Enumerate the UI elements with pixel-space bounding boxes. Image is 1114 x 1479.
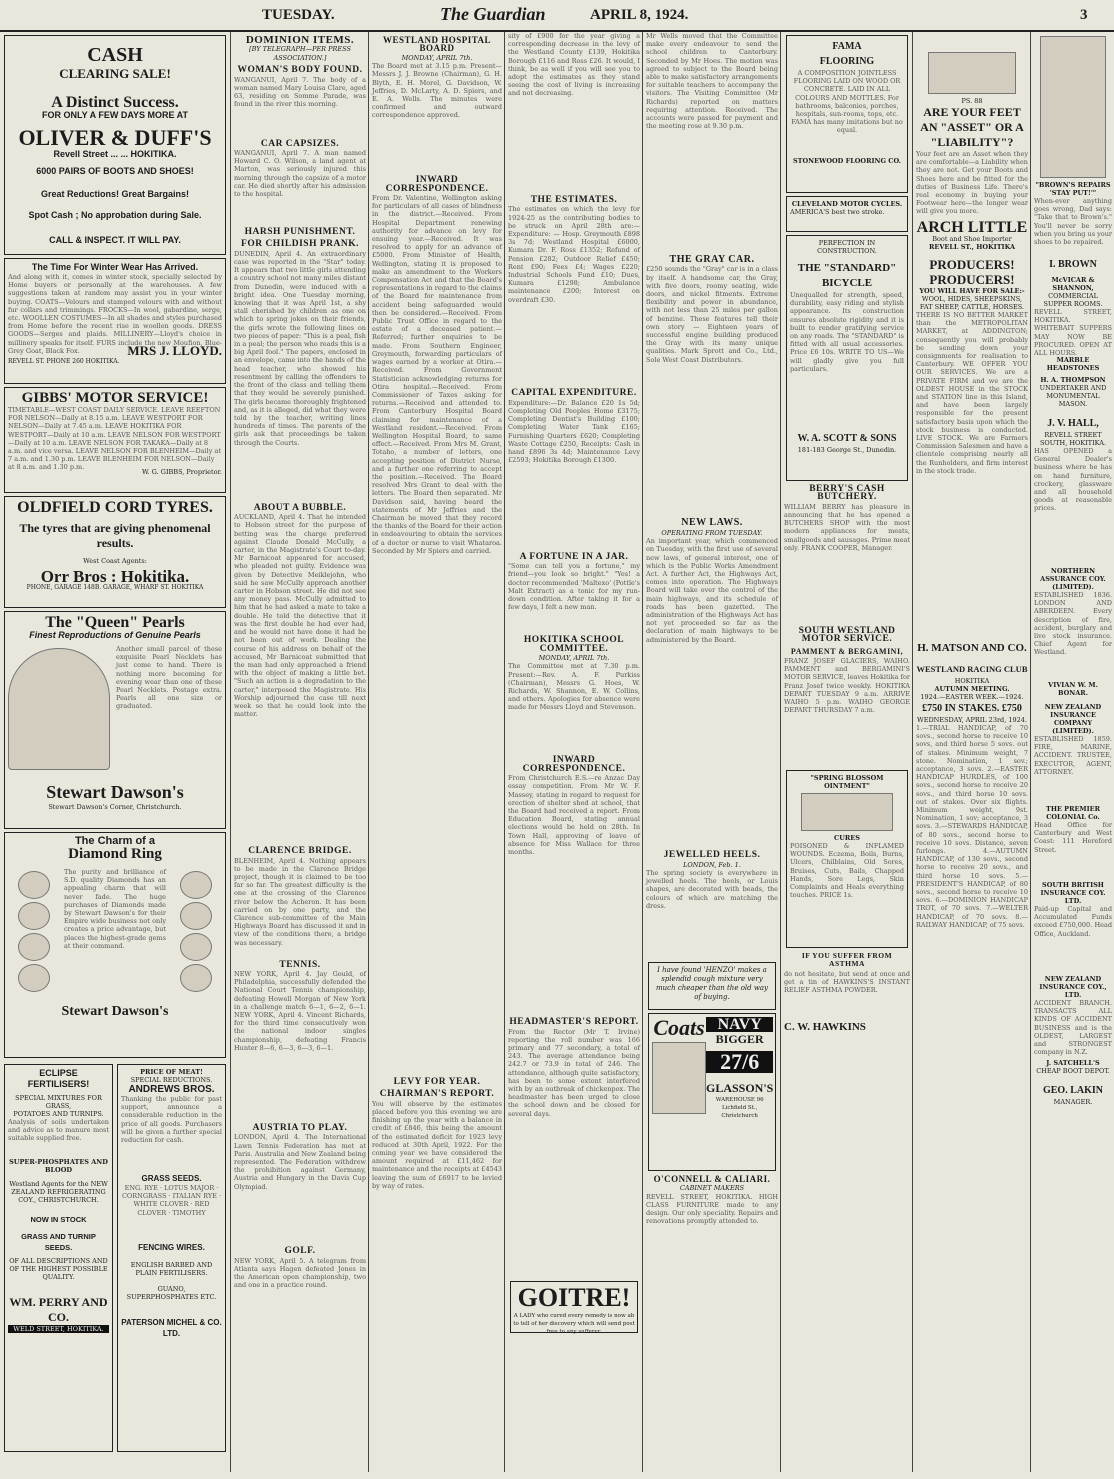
eclipse-heading: ECLIPSE FERTILISERS! [27, 1068, 90, 1089]
racing-wednesday: WEDNESDAY, APRIL 23rd, 1924. [917, 716, 1027, 724]
ring-illustration [180, 902, 212, 930]
hospital-body: From Dr. Valentine, Wellington asking for particulars of all cases of blindness in the district.—Received. From Hospital Department renewing authority for advance on levy for ensuing year.—Received. It was resolved to apply for an advance of £5000. From Minister of Health, Wellington, stating it is proposed to make an amendment to the Workers Compensation Act and that the Board's representations in regard to the claims of the Board for maintenance from accident being safeguarded would then be considered.—Received. From Public Trust Office in regard to the estate of a deceased patient.—Referred; further enquiries to be made. From Southern Engineer, Greymouth, forwarding particulars of wages earned by a worker at Otira.—Received. From Government Statistician acknowledging returns for Otira hospital.—Received. From Commissioner of Taxes asking for returns.—Received and attended to. From Canterbury Hospital Board claiming for maintenance of a Westland resident.—Received. From Wellington Hospital Board, to same effect.—Received. From Mrs M. Grant, Totaho, a number of letters, one accepting position of District Nurse, and a further one referring to accept the position.—Received. The Board resolved Mrs Grant to deal with the letters. The Board then separated. Mr Davidson said, having heard the statements of Mr Jeffries and the Chairman he moved that they record the thanks of the Board for their action in endeavouring to obtain the services of a doctor or nurse to visit Whataroa. Seconded by Mr Spiers and carried. [372, 194, 502, 555]
store-name: OLIVER & DUFF'S [18, 125, 212, 150]
rings-right [170, 868, 222, 998]
school-inward-text: From Christchurch E.S.—re Anzac Day essay competition. From Mr W. F. Massey, stating in regard to request for erection of shelter shed at school, that the Board had received a report. From Education Board, stating annual elections would be held on 28th. In Town Hall, approving of leave of absence for Miss Wallace for three months. [508, 774, 640, 857]
committee-text: Mr Wells moved that the Committee make every endeavour to send the school children to Canterbury. Seconded by Mr Hoes. The motion was agreed to subject to the Board being able to make satisfactory arrangements for suitable teachers to accompany the visitors. The Visiting Committee (Mr Richards) reported on matters requiring attention. Received. The accounts were passed for payment and the meeting rose at 9.30 p.m. [646, 32, 778, 131]
column-rule [230, 32, 231, 1472]
cash-heading: CASH [87, 44, 143, 66]
coat-illustration [652, 1042, 706, 1114]
gibbs-heading: GIBBS' MOTOR SERVICE! [21, 390, 209, 406]
hospital-intro: The Board met at 3.15 p.m. Present—Messrs J. J. Browne (Chairman), G. H. Blyth, E. H. Morel, G. Davidson, W. Jeffries, D. McLarty, A. D. Spiers, and E. A. Wells. The minutes were confirmed and outward correspondence approved. [372, 62, 502, 120]
hall-name: J. V. HALL, [1047, 418, 1099, 429]
coats-heading: Coats [653, 1015, 705, 1041]
fama-ad [786, 35, 908, 193]
nz-insurance-heading: NEW ZEALAND INSURANCE COMPANY (LIMITED). [1044, 703, 1102, 735]
diamond-heading: Diamond Ring [68, 846, 162, 862]
queen-body: Another small parcel of these exquisite Pearl Necklets has just come to hand. There is nothing more becoming for evening wear than one of these Pearl Necklets. Postage extra. Pearls all one size or graduated. [116, 645, 222, 711]
capital-text: Expenditure:—Dr. Balance £20 1s 5d; Completing Old Peoples Home £3175; Completing Dentist's Building £100; Completing Water Tank £165; Furnishing Quarters £620; Completing Waste Cottage £250, Receipts: Cash in hand £896 3s 4d; Maintenance Levy £2593; Hokitika Borough £1300. [508, 398, 640, 465]
standard-body: Unequalled for strength, speed, durability, easy riding and stylish appearance. Its construction ensures absolute rigidity and it is built to render gratifying service on any roads. The "STANDARD" is fitted with all usual accessories. Price £6 10s. WRITE TO US—We will gladly give you full particulars. [790, 291, 904, 373]
new-laws-heading: NEW LAWS. [681, 517, 743, 529]
spot-text: Spot Cash ; No approbation during Sale. [28, 210, 202, 220]
prank-heading: FOR CHILDISH PRANK. [241, 239, 359, 250]
dominion-heading: DOMINION ITEMS. [245, 34, 355, 46]
womans-body-heading: WOMAN'S BODY FOUND. [237, 65, 363, 76]
marble-heading: MARBLE HEADSTONES [1046, 356, 1100, 372]
standard-heading: THE "STANDARD" [797, 262, 897, 274]
lakin-name: GEO. LAKIN [1042, 1085, 1103, 1096]
clearing-heading: CLEARING SALE! [59, 66, 171, 81]
producers-sub: YOU WILL HAVE FOR SALE:- [919, 287, 1025, 295]
gibbs-ad [4, 387, 226, 493]
undertaker-text: UNDERTAKER AND MONUMENTAL MASON. [1039, 384, 1107, 408]
racing-town: HOKITIKA [954, 677, 990, 685]
queen-sub: Finest Reproductions of Genuine Pearls [29, 630, 201, 640]
blossom-body: POISONED & INFLAMED WOUNDS. Eczema, Boils, Burns, Ulcers, Chilblains, Old Sores, Bruises, Cuts, Bails, Chapped Hands, Sore Legs, Skin Complaints and Heals everything touches. PRICE 1s. [790, 842, 904, 900]
column-rule [504, 32, 505, 1472]
column-6 [784, 32, 910, 1472]
stewart-heading: Stewart Dawson's [46, 782, 184, 802]
eclipse-ad [4, 1064, 113, 1452]
racing-heading: WESTLAND RACING CLUB [916, 664, 1028, 674]
asthma-heading: IF YOU SUFFER FROM ASTHMA [801, 951, 893, 969]
berry-heading: BERRY'S CASH BUTCHERY. [809, 484, 885, 503]
fama-body: A COMPOSITION JOINTLESS FLOORING LAID ON WOOD OR CONCRETE. LAID IN ALL COLOURS AND MOTTLES. For bathrooms, balconies, porches, hospitals, sun-rooms, tops, etc. FAMA has many imitations but no equal. [791, 69, 903, 135]
lloyd-body: And along with it, comes in winter stock, specially selected by Home buyers or personally at the warehouses. A few suggestions taken at random may assist you in your winter buying. COATS—Velours and stamped velours with and without fur collars and trimmings. FROCKS—In wool, gabardine, serge, etc. WOOLLEN COSTUMES—In all shades and styles purchased from Home before the recent rise in woollen goods. DRESS GOODS—Serges and plaids. MILLINERY—Lloyd's choice in millinery speaks for itself. FURS include the new Moufion, Blue-Grey Goat, Black Fox. [8, 273, 222, 355]
meat-special: SPECIAL REDUCTIONS. [130, 1076, 213, 1084]
henzo-ad [648, 962, 776, 1010]
column-5 [646, 32, 778, 1472]
school-report-text: From the Rector (Mr T. Irvine) reporting the roll number was 166 primary and 77 secondary, a total of 243. The average attendance being 242.7 or 73.9 in total of 246. The attendance, although quite satisfactory, has been to some extent interfered with by an outbreak of chickenpox. The headmaster has been urged to close the school down and be closed for several days. [508, 1027, 640, 1118]
lloyd-address: REVELL ST. PHONE 260 HOKITIKA. [8, 358, 120, 365]
column-rule [912, 32, 913, 1472]
grass-list: ENG. RYE · LOTUS MAJOR · CORNGRASS · ITALIAN RYE · WHITE CLOVER · RED CLOVER · TIMOTHY [121, 1184, 222, 1217]
gray-car-heading: THE GRAY CAR. [669, 254, 755, 265]
supper-rooms: COMMERCIAL SUPPER ROOMS. [1043, 292, 1103, 308]
producers-heading: PRODUCERS! PRODUCERS! [929, 257, 1015, 287]
satchell-sub: CHEAP BOOT DEPOT. [1036, 1067, 1110, 1075]
asthma-text: do not hesitate, but send at once and get a tin of HAWKINS'S INSTANT RELIEF ASTHMA POWDER. [784, 969, 910, 995]
winter-heading: The Time For Winter Wear Has Arrived. [31, 262, 199, 272]
south-british-text: Paid-up Capital and Accumulated Funds exceed £750,000. Head Office, Auckland. [1034, 905, 1112, 938]
hospital-date: MONDAY, APRIL 7th. [401, 53, 473, 62]
blossom-jar-illustration [801, 793, 893, 831]
guano-text: GUANO, SUPERPHOSPHATES ETC. [126, 1285, 217, 1301]
column-8 [1034, 32, 1112, 1472]
school-heading: HOKITIKA SCHOOL COMMITTEE. [523, 635, 625, 654]
oconnell-sub: CABINET MAKERS [679, 1184, 745, 1193]
jewelled-heading: JEWELLED HEELS. [663, 850, 761, 861]
supper-text: REVELL STREET, HOKITIKA. WHITEBAIT SUPPERS MAY NOW BE PROCURED. OPEN AT ALL HOURS. [1034, 308, 1112, 358]
only-text: FOR ONLY A FEW DAYS MORE AT [41, 110, 188, 120]
glasson-ad [648, 1013, 776, 1171]
column-rule [780, 32, 781, 1472]
standard-ad [786, 235, 908, 481]
satchell-name: J. SATCHELL'S [1046, 1059, 1100, 1067]
capital-heading: CAPITAL EXPENDITURE. [511, 388, 637, 399]
lloyd-ad [4, 258, 226, 384]
producers-wool: WOOL, HIDES, SHEEPSKINS, FAT SHEEP, CATTLE, HORSES. [919, 295, 1025, 311]
store-street: Revell Street ... ... HOKITIKA. [53, 149, 177, 159]
fama-heading: FAMA [832, 41, 862, 52]
eclipse-body: Analysis of soils undertaken and advice as to manure most suitable supplied free. [8, 1118, 109, 1143]
oconnell-heading: O'CONNELL & CALIARI. [653, 1174, 771, 1185]
orr-address: PHONE, GARAGE 148B. GARAGE, WHARF ST. HOKITIKA [26, 584, 204, 591]
success-heading: A Distinct Success. [51, 94, 179, 111]
charm-text: The Charm of a [74, 835, 156, 847]
estimates-text: The estimates on which the levy for 1924-25 as the contributing bodies to be struck on April 28th are:— Expenditure: — Hosp. Greymouth £898 3s 7d; Westland Hospital £6000, Kumara Dr. F. Ross £1352; Refund of Pension £282; Outdoor Relief £450; Rent £90; Fees £4; Wages £220; Industrial Schools Fund £10; Dues, Kumara £1298; Ambulance maintenance £200; Interest on overdraft £30. [508, 205, 640, 304]
arch-boot: Boot and Shoe Importer [932, 235, 1012, 243]
school-intro: The Committee met at 7.30 p.m. Present:—Rev. A. F. Purkiss (Chairman), Messrs G. Hoes, W. Richards, W. Shannon, E. W. Collins, and others. Apologies for absence were made for Messrs Lloyd and Stevenson. [508, 662, 640, 712]
browns-heading: "BROWN'S REPAIRS 'STAY PUT!'" [1035, 181, 1111, 197]
brown-name: I. BROWN [1049, 259, 1097, 270]
gibbs-sign: W. G. GIBBS, Proprietor. [141, 468, 222, 476]
diamond-ring-ad [4, 832, 226, 1058]
chairman-text: You will observe by the estimates placed before you this evening we are finishing up the year with a balance in credit of £846, this being the amount of the estimated deficit for 1923 levy reduced at 30th April, 1922. For the coming year we have considered the amount required at £11,462 for maintenance and the receipts at £4543 leaving the sum of £6917 to be levied by way of rates. [372, 1099, 502, 1190]
cures-heading: CURES [834, 834, 860, 843]
matson-name: H. MATSON AND CO. [917, 642, 1027, 654]
car-text: WANGANUI, April 7. A man named Howard C. O. Wilson, a land agent at Marton, was seriously injured this morning through the capsize of a motor car. He died shortly after his admission to the hospital. [234, 149, 366, 199]
hawkins-name: C. W. HAWKINS [784, 1020, 866, 1033]
ring-illustration [18, 964, 50, 992]
oliver-duff-ad [4, 35, 226, 255]
bubble-text: AUCKLAND, April 4. That he intended to Hobson street for the purpose of betting was the charge preferred against Claude Donald McCully, a carter, in the Magistrate's Court to-day. Mr Barnicoat appeared for accused, who pleaded not guilty. Evidence was given by Detective Meiklejohn, who said he saw McCully approach another carter in Hobson street. He did not see any money pass. McCully admitted to him that he had asked a mate to take a double. He told the detective that it was the first double he had ever had, and he would not have done it had he not been out of work. Dealing the course of his address on behalf of the accused, Mr Barnicoat submitted that the man had only approached a friend with the object of making a little bet. "Such an action is a degradation to the carter," interposed the Magistrate. His Worship adjourned the case till next week so that he could look into the matter. [234, 513, 366, 719]
perry-name: WM. PERRY AND CO. [9, 1295, 108, 1324]
golf-heading: GOLF. [284, 1246, 316, 1257]
stonewood-name: STONEWOOD FLOORING CO. [792, 157, 902, 165]
pearl-necklace-illustration [8, 648, 110, 770]
stewart2-heading: Stewart Dawson's [61, 1004, 169, 1019]
arch-street: REVELL ST., HOKITIKA [928, 243, 1016, 251]
racing-stakes: £750 IN STAKES. £750 [922, 703, 1022, 714]
lloyd-name: MRS J. LLOYD. [127, 343, 222, 358]
ring-illustration [18, 933, 50, 961]
northern-heading: NORTHERN ASSURANCE COY. (LIMITED). [1040, 567, 1106, 591]
column-rule [368, 32, 369, 1472]
andrews-ad [117, 1064, 226, 1452]
golf-text: NEW YORK, April 5. A telegram from Atlanta says Hagen defeated Jones in the American open championship, two and one in a practice round. [234, 1256, 366, 1290]
pairs-text: 6000 PAIRS OF BOOTS AND SHOES! [36, 166, 194, 176]
glasson-sub: WAREHOUSE 96 Lichfield St., Christchurch [715, 1097, 764, 1120]
column-2 [234, 32, 366, 1472]
perfection-text: PERFECTION IN CONSTRUCTION. [817, 239, 877, 255]
blossom-ad [786, 770, 908, 948]
pamment-heading: PAMMENT & BERGAMINI, [790, 646, 904, 656]
eclipse-special: SPECIAL MIXTURES FOR GRASS, [15, 1094, 102, 1110]
goitre-heading: GOITRE! [517, 1282, 631, 1312]
ring-illustration [18, 871, 50, 899]
coat-price: 27/6 [706, 1051, 773, 1073]
clarence-text: BLENHEIM, April 4. Nothing appears to be made in the Clarence Bridge project, though it is claimed to be too far so far. The greatest difficulty is the one at the crossing of the Clarence river below the Acheron. It has been carried on by one party, and the Clarence sub-committee of the Main Highways Board has discussed it and in view of the conditions there, a bridge was necessary. [234, 856, 366, 947]
rings-left [8, 868, 60, 998]
hospital-inward: INWARD CORRESPONDENCE. [385, 175, 489, 194]
school-report: HEADMASTER'S REPORT. [509, 1017, 639, 1028]
flooring-heading: FLOORING [819, 56, 875, 67]
meat-price: PRICE OF MEAT! [140, 1068, 203, 1076]
austria-text: LONDON, April 4. The International Lawn Tennis Federation has met at Paris. Australia and New Zealand being represented. The Federation withdrew the prohibition against Germany, Austria and Hungary in the Davis Cup Olympiad. [234, 1133, 366, 1191]
south-british-heading: SOUTH BRITISH INSURANCE COY. LTD. [1040, 881, 1106, 905]
mcvicar-name: McVICAR & SHANNON, [1051, 276, 1095, 292]
column-7 [916, 32, 1028, 1472]
estimates-heading: THE ESTIMATES. [530, 195, 618, 205]
masthead [0, 0, 1114, 32]
grass-heading: GRASS SEEDS. [141, 1174, 202, 1183]
racing-text: 1.—TRIAL HANDICAP, of 70 sovs., second horse to receive 10 sovs, and third horse 5 sovs. out of stakes. Minimum weight, 7 stone. Nomination, 1 sov.; acceptance, 3 sovs. 2.—EASTER HANDICAP HURDLES, of 100 sovs., second horse to receive 20 sovs., and third horse 10 sovs. out of stakes. Over six flights. Minimum weight, 9st. Nomination, 1 sov; acceptance, 3 sovs. 3.—STEWARDS HANDICAP, of 80 sovs., second horse to receive 10 sovs. Distance, seven furlongs. 4.—AUTUMN HANDICAP, of 130 sovs., second horse to receive 20 sovs., and third horse 10 sovs. 5.—PRESIDENT'S HANDICAP, of 80 sovs., second horse to receive 10 sovs. 6.—DOMINION HANDICAP TROT, of 70 sovs. 7.—WELTER HANDICAP, of 70 sovs. 8.—RAILWAY HANDICAP, of 75 sovs. [916, 724, 1028, 929]
navy-heading: NAVY [706, 1017, 773, 1032]
reductions-text: Great Reductions! Great Bargains! [40, 189, 190, 199]
scott-address: 181-183 George St., Dunedin. [797, 446, 897, 454]
eclipse-now: NOW IN STOCK [30, 1215, 87, 1224]
arch-name: ARCH LITTLE [916, 219, 1028, 236]
ring-illustration [180, 933, 212, 961]
premier-text: Head Office for Canterbury and West Coast: 111 Hereford Street. [1034, 821, 1112, 854]
estimates-intro: sity of £900 for the year giving a corresponding decrease in the levy of the Westland County £139, Hokitika Borough £116 and Ross £26. It would, I think, be as well if you will see you to adopt the estimates as they stand seeing the cost of living is increasing and not decreasing. [508, 32, 640, 98]
eclipse-potatoes: POTATOES AND TURNIPS. [13, 1110, 104, 1118]
perry-street: WELD STREET, HOKITIKA. [8, 1325, 109, 1333]
andrews-name: ANDREWS BROS. [128, 1084, 215, 1095]
thompson-name: H. A. THOMPSON [1040, 376, 1106, 384]
cleveland-ad [786, 196, 908, 232]
cord-heading: OLDFIELD CORD TYRES. [17, 499, 213, 516]
tennis-text: NEW YORK, April 4. Jay Gould, of Philadelphia, successfully defended the National Court Tennis championship, defeating Howell Morgan of New York in a challenge match 6—1, 6—2, 6—1. NEW YORK, April 4. Vincent Richards, for the third time consecutively won the national indoor singles championship, defeating Francis Hunter 8—6, 6—3, 6—3, 6—1. [234, 970, 366, 1052]
column-1 [2, 32, 228, 1472]
andrews-body: Thanking the public for past support, announce a considerable reduction in the price of all goods. Purchasers will be given a further special reduction for cash. [121, 1095, 222, 1145]
liability-heading: "LIABILITY"? [930, 135, 1014, 149]
jewelled-date: LONDON, Feb. 1. [683, 860, 741, 869]
school-date: MONDAY, APRIL 7th. [538, 654, 610, 663]
southw-heading: SOUTH WESTLAND MOTOR SERVICE. [798, 625, 896, 645]
bubble-heading: ABOUT A BUBBLE. [253, 502, 347, 513]
cleveland-body: AMERICA'S best two stroke. [790, 208, 885, 216]
column-rule [1030, 32, 1031, 1472]
producers-text: THERE IS NO BETTER MARKET than the METROPOLITAN MARKET, at ADDINGTON; consequently you will probably be sending down your consignments for realisation to Canterbury. WE OFFER YOU OUR SERVICES. We are a PRIVATE FIRM and we are the OLDEST HOUSE in the STOCK and STATION line in this Island, and have been largely responsible for the present satisfactory basis upon which the stock business is conducted. LIVE STOCK. We are Farmers Commission Salesmen and have a clientele comprising nearly all the Runholders, and firm interest in the stock trade. [916, 311, 1028, 475]
arch-body: Your feet are an Asset when they are comfortable—a Liability when they are not. Get your Boots and Shoes here and be fitted for the duties of Business Life. There's real economy in buying your Footwear here—the longer wear will give you more. [916, 150, 1028, 216]
stewart-address: Stewart Dawson's Corner, Christchurch. [48, 803, 182, 811]
ring-illustration [180, 871, 212, 899]
new-laws-text: An important year, which commenced on Tuesday, with the first use of several new laws, of general interest, one of which is the Public Works Amendment Act. A further Act, the Highways Act, comes into operation. The Highways Board will take over the control of the main highways, and its schedule of roads has been gazetted. The administration of the Highways Act has not yet proceeded so far as the declaration of main highways to be administered by the Board. [646, 537, 778, 644]
queen-heading: The "Queen" Pearls [45, 614, 185, 631]
scott-name: W. A. SCOTT & SONS [797, 433, 897, 444]
goitre-body: A LADY who cured every remedy is now ab to tell of her discovery which will send post free to any sufferer. [513, 1312, 635, 1335]
ring-illustration [18, 902, 50, 930]
clarence-heading: CLARENCE BRIDGE. [248, 846, 352, 857]
harsh-heading: HARSH PUNISHMENT. [244, 227, 356, 238]
browns-text: When-ever anything goes wrong, Dad says: "Take that to Brown's." You'll never be sorry when you bring us your shoes to be repaired. [1034, 197, 1112, 247]
masthead-day: TUESDAY. [262, 7, 335, 23]
bonar-name: VIVIAN W. M. BONAR. [1048, 681, 1098, 697]
eclipse-superphos: SUPER-PHOSPHATES AND BLOOD [9, 1158, 108, 1174]
henzo-text: I have found 'HENZO' makes a splendid cough mixture very much cheaper than the old way of buying. [656, 966, 768, 1002]
diamond-body: The purity and brilliance of S.D. quality Diamonds has an appealing charm that will never fade. The huge purchases of Diamonds made by Stewart Dawson's for their Empire wide business not only creates a price advantage, but places the highest-grade gems at their command. [64, 868, 166, 950]
womans-body-text: WANGANUI, April 7. The body of a woman named Mary Louisa Clare, aged 63, residing on Somme Parade, was found in the river this morning. [234, 75, 366, 109]
glasson-name: GLASSON'S [706, 1081, 774, 1096]
racing-easter: 1924.—EASTER WEEK.—1924. [920, 693, 1024, 701]
agents-label: West Coast Agents: [83, 557, 147, 565]
paterson-name: PATERSON MICHEL & CO. LTD. [121, 1318, 222, 1338]
jewelled-text: The spring society is everywhere in jewelled heels. The heels, or Louis shapes, are decorated with beads, the colours of which are matching the dress. [646, 869, 778, 910]
barbed-text: ENGLISH BARBED AND PLAIN FERTILISERS. [130, 1261, 213, 1277]
column-4 [508, 32, 640, 1472]
hall-text: HAS OPENED a General Dealer's business where he has on hand furniture, crockery, glassware and all household goods at reasonable prices. [1034, 447, 1112, 513]
berry-text: WILLIAM BERRY has pleasure in announcing that he has opened a BUTCHERS SHOP with the most modern appliances for meats, smallgoods and sausages. Prime meat only. FRANK COOPER, Manager. [784, 502, 910, 552]
column-3 [372, 32, 502, 1472]
northern-text: ESTABLISHED 1836. LONDON AND ABERDEEN. Every description of fire, accident, burglary and live stock insurance. Chief Agent for Westland. [1034, 591, 1112, 657]
masthead-date: APRIL 8, 1924. [590, 7, 689, 23]
hospital-heading: WESTLAND HOSPITAL BOARD [382, 35, 492, 54]
call-text: CALL & INSPECT. IT WILL PAY. [49, 235, 181, 245]
school-inward: INWARD CORRESPONDENCE. [522, 755, 626, 774]
southw-text: FRANZ JOSEF GLACIERS, WAIHO. PAMMENT and BERGAMINI'S MOTOR SERVICE, leaves Hokitika for Franz Josef twice weekly. HOKITIKA DEPART TUESDAY 9 a.m. ARRIVE WAIHO 5 p.m. WAIHO GEORGE DEPART THURSDAY 7 a.m. [784, 657, 910, 715]
oconnell-text: REVELL STREET, HOKITIKA. HIGH CLASS FURNITURE made to any design. Our only speciality. Repairs and renovations promptly attended to. [646, 1192, 778, 1226]
masthead-page: 3 [1080, 7, 1088, 23]
shoe-illustration [928, 52, 1016, 94]
fortune-heading: A FORTUNE IN A JAR. [519, 551, 629, 562]
dominion-press: [BY TELEGRAPH—PER PRESS ASSOCIATION.] [249, 45, 351, 62]
column-rule [642, 32, 643, 1472]
bicycle-heading: BICYCLE [821, 277, 873, 289]
chairman-heading: CHAIRMAN'S REPORT. [379, 1089, 495, 1100]
blossom-heading: "SPRING BLOSSOM OINTMENT" [810, 774, 884, 791]
goitre-ad [510, 1281, 638, 1333]
racing-autumn: AUTUMN MEETING. [934, 685, 1010, 693]
queen-pearls-ad [4, 611, 226, 829]
feet-heading: ARE YOUR FEET [923, 105, 1021, 119]
lakin-sub: MANAGER. [1053, 1098, 1093, 1106]
masthead-paper: The Guardian [440, 4, 546, 24]
austria-heading: AUSTRIA TO PLAY. [252, 1123, 348, 1134]
ps-label: PS. 88 [961, 97, 983, 105]
gray-car-text: £250 sounds the "Gray" car is in a class by itself. A handsome car, the Gray, with five doors, roomy seating, wide doors, and nickel fitments. Extreme flexibility and power in abundance, with not less than 25 miles per gallon of benzine. These features tell their own story — Eighteen years of successful engine building produced the Gray with its many unique qualities. Mark Sprott and Co., Ltd., Sole West Coast Distributors. [646, 265, 778, 364]
gentleman-illustration [1040, 36, 1106, 178]
bigger-heading: BIGGER [715, 1032, 764, 1047]
gibbs-timetable: TIMETABLE—WEST COAST DAILY SERVICE. LEAVE REEFTON FOR NELSON—Daily at 8.15 a.m. LEAVE WESTPORT FOR NELSON—Daily at 7.45 a.m. LEAVE HOKITIKA FOR WESTPORT—Daily at 10 a.m. LEAVE NELSON FOR WESTPORT—Daily at 10 a.m. LEAVE NELSON FOR TAKAKA—Daily at 8 a.m. and vice versa. LEAVE NELSON FOR BLENHEIM—Daily at 7 a.m. and 1.30 p.m. LEAVE BLENHEIM FOR NELSON—Daily at 8 a.m. and 1.30 p.m. [8, 406, 221, 472]
tennis-heading: TENNIS. [279, 959, 321, 970]
cleveland-heading: CLEVELAND MOTOR CYCLES. [791, 200, 903, 208]
cord-ad [4, 496, 226, 608]
nz-insurance2-heading: NEW ZEALAND INSURANCE COY., LTD. [1039, 975, 1107, 999]
car-heading: CAR CAPSIZES. [260, 138, 340, 149]
prank-text: DUNEDIN, April 4. An extraordinary case was reported in the "Star" today. It appears that two little girls attending a country school not many miles distant from Dunedin, were induced with a bright idea. One Tuesday morning, knowing that it was April 1st, a shy stall cherished by children as one on which to spring jokes on their friends, the girls wrote the following lines on two pieces of paper: "This is a peal, fish in a peal; the person who reads this is a big April fool." The papers, enclosed in an envelope, came into the hands of the head teacher, who showed his resentment by calling the offenders to the front of the class and telling them that they would be severely punished. The girls became thoroughly frightened and, as it is alleged, did what they were told by the teacher, writing lines hundreds of times. The parents of the girls ask that proceedings be taken through the Courts. [234, 249, 366, 447]
premier-heading: THE PREMIER COLONIAL Co. [1045, 805, 1101, 821]
nz-insurance2-text: ACCIDENT BRANCH. TRANSACTS ALL KINDS OF ACCIDENT BUSINESS and is the OLDEST, LARGEST and STRONGEST company in N.Z. [1034, 999, 1112, 1057]
eclipse-seeds: GRASS AND TURNIP SEEDS. [21, 1232, 96, 1252]
nz-insurance-text: ESTABLISHED 1859. FIRE, MARINE, ACCIDENT. TRUSTEE, EXECUTOR, AGENT, ATTORNEY. [1034, 735, 1112, 776]
cord-sub: The tyres that are giving phenomenal results. [19, 521, 211, 550]
fencing-heading: FENCING WIRES. [138, 1243, 205, 1252]
eclipse-quality: OF ALL DESCRIPTIONS AND OF THE HIGHEST POSSIBLE QUALITY. [9, 1257, 108, 1281]
asset-heading: AN "ASSET" OR A [920, 120, 1024, 134]
levy-heading: LEVY FOR YEAR. [393, 1077, 481, 1088]
eclipse-agents: Westland Agents for the NEW ZEALAND REFRIGERATING COY., CHRISTCHURCH. [9, 1180, 108, 1204]
orr-name: Orr Bros : Hokitika. [40, 567, 190, 586]
hall-address: REVELL STREET SOUTH, HOKITIKA. [1039, 431, 1107, 447]
new-laws-sub: OPERATING FROM TUESDAY. [661, 528, 763, 537]
ring-illustration [180, 964, 212, 992]
fortune-text: "Some can tell you a fortune," my friend—you look so bright." "Yes! a doctor recommended 'Maltexo' (Pottle's Malt Extract) as a tonic for my run-down condition. After taking it for a few days, I felt a new man. [508, 562, 640, 612]
